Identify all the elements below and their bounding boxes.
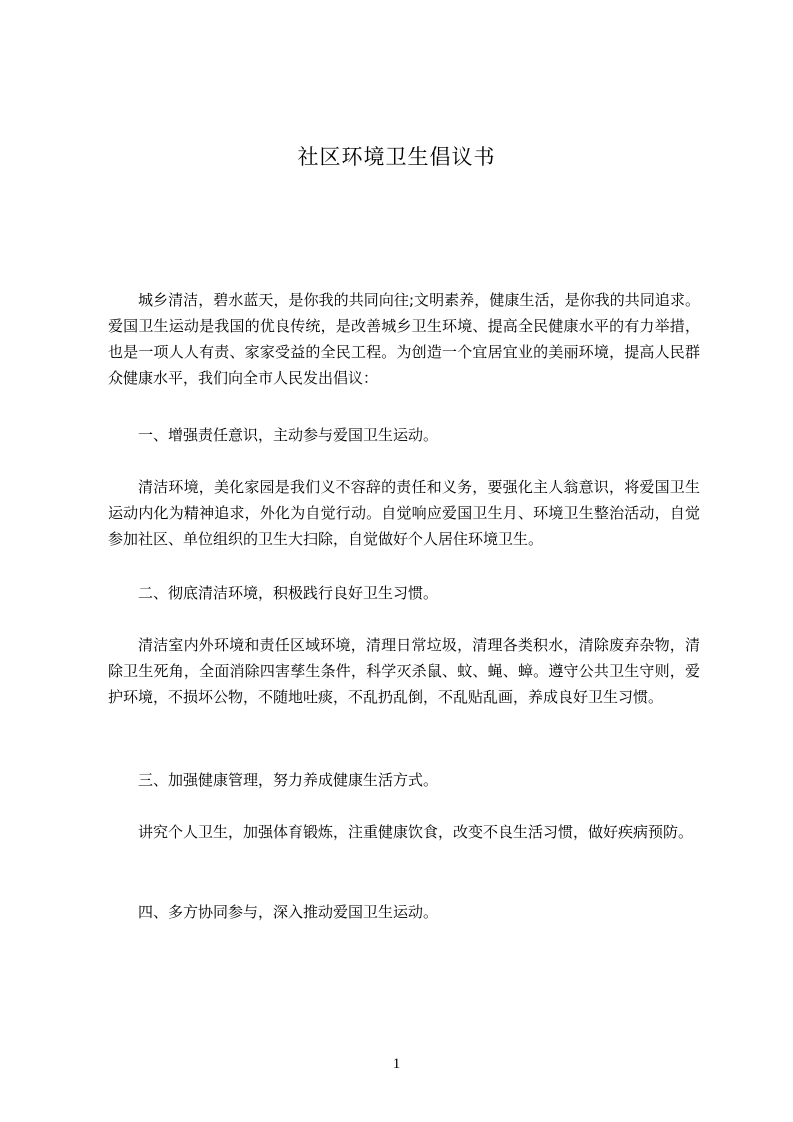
page-number: 1 bbox=[392, 1056, 401, 1072]
section-heading-2: 二、彻底清洁环境，积极践行良好卫生习惯。 bbox=[138, 584, 439, 602]
intro-paragraph: 城乡清洁，碧水蓝天，是你我的共同向往;文明素养，健康生活，是你我的共同追求。爱国卫生运动是我国的优良传统，是改善城乡卫生环境、提高全民健康水平的有力举措，也是一项人人有责、家家受益的全民工程。为创造一个宜居宜业的美丽环境，提高人民群众健康水平，我们向全市人民发出倡议： bbox=[108, 291, 700, 387]
document-title: 社区环境卫生倡议书 bbox=[297, 145, 496, 169]
section-heading-1: 一、增强责任意识，主动参与爱国卫生运动。 bbox=[138, 426, 439, 444]
section-heading-4: 四、多方协同参与，深入推动爱国卫生运动。 bbox=[138, 903, 439, 921]
section-body-2: 清洁室内外环境和责任区域环境，清理日常垃圾，清理各类积水，清除废弃杂物，清除卫生死角，全面消除四害孳生条件，科学灭杀鼠、蚊、蝇、蟑。遵守公共卫生守则，爱护环境，不损坏公物，不随地吐痰，不乱扔乱倒，不乱贴乱画，养成良好卫生习惯。 bbox=[108, 636, 700, 706]
section-body-3: 讲究个人卫生，加强体育锻炼，注重健康饮食，改变不良生活习惯，做好疾病预防。 bbox=[138, 823, 694, 841]
section-body-1: 清洁环境，美化家园是我们义不容辞的责任和义务，要强化主人翁意识，将爱国卫生运动内化为精神追求，外化为自觉行动。自觉响应爱国卫生月、环境卫生整治活动，自觉参加社区、单位组织的卫生大扫除，自觉做好个人居住环境卫生。 bbox=[108, 478, 700, 548]
section-heading-3: 三、加强健康管理，努力养成健康生活方式。 bbox=[138, 771, 439, 789]
